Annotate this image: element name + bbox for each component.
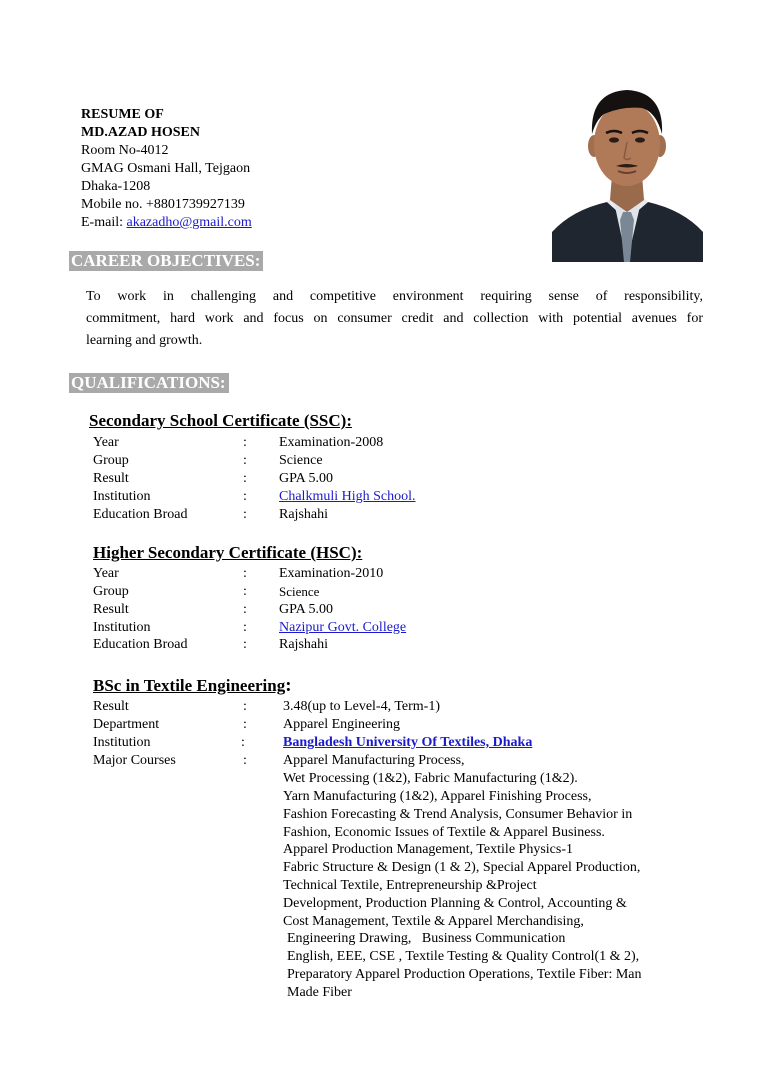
row-label: Education Broad — [93, 507, 188, 522]
career-objectives-heading: CAREER OBJECTIVES: — [69, 251, 263, 271]
bsc-heading — [93, 675, 292, 697]
row-label: Major Courses — [93, 753, 176, 768]
bsc-heading-text: BSc in Textile Engineering — [93, 676, 286, 695]
row-value: Rajshahi — [279, 507, 328, 522]
row-label: Institution — [93, 620, 151, 635]
row-label: Group — [93, 453, 129, 468]
course-line: Engineering Drawing, Business Communication — [287, 931, 566, 946]
row-value: Science — [279, 453, 323, 468]
hsc-institution-link[interactable]: Nazipur Govt. College — [279, 620, 407, 635]
row-value: Apparel Manufacturing Process, — [283, 753, 465, 768]
row-label: Institution — [93, 489, 151, 504]
course-line: Cost Management, Textile & Apparel Merchandising, — [283, 914, 584, 929]
row-colon: : — [243, 566, 247, 581]
bsc-institution-link[interactable]: Bangladesh University Of Textiles, Dhaka — [283, 735, 533, 750]
mobile-number: Mobile no. +8801739927139 — [81, 197, 245, 212]
row-colon: : — [243, 489, 247, 504]
course-line: Fashion, Economic Issues of Textile & Apparel Business. — [283, 825, 605, 840]
row-colon: : — [243, 602, 247, 617]
row-label: Year — [93, 566, 119, 581]
objective-line: learning and growth. — [86, 333, 203, 348]
ssc-institution-link[interactable]: Chalkmuli High School. — [279, 489, 416, 504]
address-hall: GMAG Osmani Hall, Tejgaon — [81, 161, 251, 176]
email-label: E-mail: — [81, 215, 127, 230]
course-line: Technical Textile, Entrepreneurship &Project — [283, 878, 537, 893]
row-value: 3.48(up to Level-4, Term-1) — [283, 699, 440, 714]
row-colon: : — [243, 717, 247, 732]
row-label: Group — [93, 584, 129, 599]
row-value: Examination-2008 — [279, 435, 384, 450]
row-colon: : — [243, 453, 247, 468]
row-label: Education Broad — [93, 637, 188, 652]
row-label: Year — [93, 435, 119, 450]
course-line: English, EEE, CSE , Textile Testing & Quality Control(1 & 2), — [287, 949, 640, 964]
row-colon: : — [243, 637, 247, 652]
qualifications-heading: QUALIFICATIONS: — [69, 373, 229, 393]
row-value: Apparel Engineering — [283, 717, 401, 732]
course-line: Fabric Structure & Design (1 & 2), Special Apparel Production, — [283, 860, 641, 875]
row-value: Examination-2010 — [279, 566, 384, 581]
course-line: Yarn Manufacturing (1&2), Apparel Finishing Process, — [283, 789, 592, 804]
address-city: Dhaka-1208 — [81, 179, 151, 194]
course-line: Preparatory Apparel Production Operations, Textile Fiber: Man — [287, 967, 642, 982]
course-line: Made Fiber — [287, 985, 352, 1000]
resume-title: RESUME OF — [81, 107, 164, 122]
objective-line: To work in challenging and competitive environment requiring sense of responsibility, — [86, 289, 703, 304]
email-link[interactable]: akazadho@gmail.com — [126, 215, 252, 230]
row-colon: : — [243, 471, 247, 486]
row-colon: : — [241, 735, 245, 750]
row-colon: : — [243, 753, 247, 768]
person-photo-icon — [552, 70, 703, 262]
row-label: Result — [93, 471, 129, 486]
row-colon: : — [243, 435, 247, 450]
address-room: Room No-4012 — [81, 143, 169, 158]
row-colon: : — [243, 584, 247, 599]
row-value: Science — [279, 584, 320, 599]
ssc-heading: Secondary School Certificate (SSC): — [89, 411, 352, 430]
candidate-name: MD.AZAD HOSEN — [81, 125, 201, 140]
row-value: GPA 5.00 — [279, 602, 333, 617]
row-label: Department — [93, 717, 160, 732]
row-label: Institution — [93, 735, 151, 750]
hsc-heading: Higher Secondary Certificate (HSC): — [93, 543, 363, 562]
row-colon: : — [243, 507, 247, 522]
row-value: GPA 5.00 — [279, 471, 333, 486]
course-line: Apparel Production Management, Textile Physics-1 — [283, 842, 573, 857]
row-colon: : — [243, 699, 247, 714]
row-value: Rajshahi — [279, 637, 328, 652]
course-line: Wet Processing (1&2), Fabric Manufacturing (1&2). — [283, 771, 578, 786]
course-line: Development, Production Planning & Control, Accounting & — [283, 896, 627, 911]
row-colon: : — [243, 620, 247, 635]
email-line — [81, 214, 252, 232]
career-objective-text — [86, 286, 703, 352]
row-label: Result — [93, 699, 129, 714]
objective-line: commitment, hard work and focus on consumer credit and collection with potential avenues for — [86, 311, 703, 326]
bsc-heading-colon: : — [285, 675, 292, 696]
course-line: Fashion Forecasting & Trend Analysis, Consumer Behavior in — [283, 807, 633, 822]
row-label: Result — [93, 602, 129, 617]
